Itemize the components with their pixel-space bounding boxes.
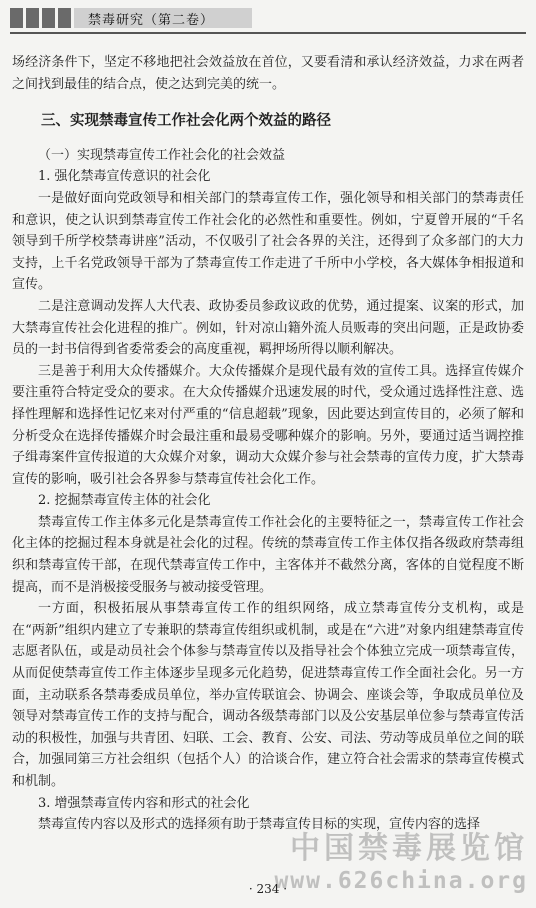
watermark-url: www.626china.org bbox=[274, 868, 528, 894]
paragraph: 场经济条件下，坚定不移地把社会效益放在首位，又要看清和承认经济效益，力求在两者之间找到最佳的结合点，使之达到完美的统一。 bbox=[12, 55, 524, 92]
paragraph: 禁毒宣传内容以及形式的选择须有助于禁毒宣传目标的实现，宣传内容的选择 bbox=[38, 817, 481, 833]
paragraph: 一方面，积极拓展从事禁毒宣传工作的组织网络，成立禁毒宣传分支机构，或是在“两新”组织内建立了专兼职的禁毒宣传组织或机制，或是在“六进”对象内组建禁毒宣传志愿者队伍，或是动员社会个体参与禁毒宣传以及指导社会个体独立完成一项禁毒宣传，从而促使禁毒宣传工作主体逐步呈现多元化趋势，促进禁毒宣传工作全面社会化。另一方面，主动联系各禁毒委成员单位，举办宣传联谊会、协调会、座谈会等，争取成员单位及领导对禁毒宣传工作的支持与配合，调动各级禁毒部门以及公安基层单位参与禁毒宣传活动的积极性，加强与共青团、妇联、工会、教育、公安、司法、劳动等成员单位之间的联合，加强同第三方社会组织（包括个人）的洽谈合作，建立符合社会需求的禁毒宣传模式和机制。 bbox=[12, 601, 524, 789]
paragraph: 禁毒宣传工作主体多元化是禁毒宣传工作社会化的主要特征之一，禁毒宣传工作社会化主体的挖掘过程本身就是社会化的过程。传统的禁毒宣传工作主体仅指各级政府禁毒组织和禁毒宣传干部，在现代禁毒宣传工作中，主客体并不截然分离，客体的自觉程度不断提高，而不是消极接受服务与被动接受管理。 bbox=[12, 514, 524, 595]
running-header bbox=[0, 0, 536, 38]
header-block bbox=[10, 8, 23, 28]
header-block bbox=[58, 8, 71, 28]
watermark-title: 中国禁毒展览馆 bbox=[290, 831, 528, 866]
paragraph: 三是善于利用大众传播媒介。大众传播媒介是现代最有效的宣传工具。选择宣传媒介要注重符合特定受众的要求。在大众传播媒介迅速发展的时代，受众通过选择性注意、选择性理解和选择性记忆来对付严重的“信息超载”现象，因此要达到宣传目的，必须了解和分析受众在选择传播媒介时会最注重和最易受哪种媒介的影响。另外，要通过适当调控推子缉毒案件宣传报道的大众媒介对象，调动大众媒介参与社会禁毒的宣传力度，扩大禁毒宣传的影响，吸引社会各界参与禁毒宣传社会化工作。 bbox=[12, 363, 524, 487]
paragraph: 一是做好面向党政领导和相关部门的禁毒宣传工作，强化领导和相关部门的禁毒责任和意识，使之认识到禁毒宣传工作社会化的必然性和重要性。例如，宁夏曾开展的“千名领导到千所学校禁毒讲座”活动，不仅吸引了社会各界的关注，还得到了众多部门的大力支持，上千名党政领导干部为了禁毒宣传工作走进了千所中小学校，各大媒体争相报道和宣传。 bbox=[12, 190, 524, 293]
header-block bbox=[42, 8, 55, 28]
item-heading: 1. 强化禁毒宣传意识的社会化 bbox=[38, 169, 211, 185]
header-rule bbox=[10, 32, 526, 34]
page-body bbox=[12, 52, 524, 836]
header-block bbox=[26, 8, 39, 28]
section-heading: 三、实现禁毒宣传工作社会化两个效益的路径 bbox=[41, 113, 331, 130]
running-title: 禁毒研究（第二卷） bbox=[74, 8, 252, 28]
header-decoration bbox=[10, 8, 71, 28]
item-heading: 3. 增强禁毒宣传内容和形式的社会化 bbox=[38, 795, 250, 811]
paragraph: 二是注意调动发挥人大代表、政协委员参政议政的优势，通过提案、议案的形式，加大禁毒宣传社会化进程的推广。例如，针对凉山籍外流人员贩毒的突出问题，正是政协委员的一封书信得到省委常委会的高度重视，羁押场所得以顺利解决。 bbox=[12, 298, 524, 358]
item-heading: 2. 挖掘禁毒宣传主体的社会化 bbox=[38, 493, 211, 509]
sub-heading: （一）实现禁毒宣传工作社会化的社会效益 bbox=[38, 147, 286, 163]
page-number: · 234 · bbox=[248, 882, 288, 896]
